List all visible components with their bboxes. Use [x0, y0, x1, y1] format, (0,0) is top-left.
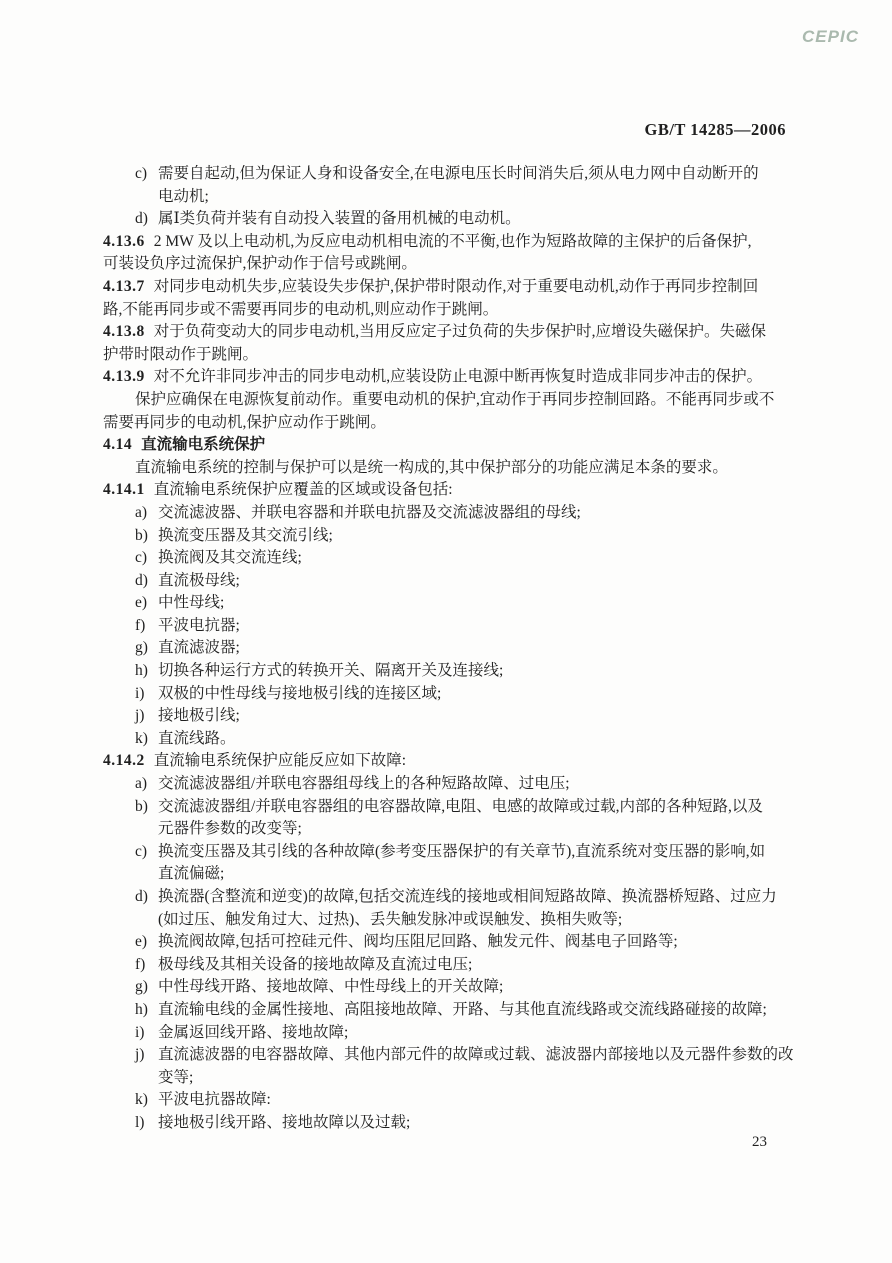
line-text: 换流器(含整流和逆变)的故障,包括交流连线的接地或相间短路故障、换流器桥短路、过应力 [158, 888, 777, 905]
text-line [0, 253, 892, 276]
line-text: 换流阀及其交流连线; [158, 549, 302, 567]
list-letter: h) [135, 662, 148, 680]
list-item-line [0, 1044, 892, 1067]
list-letter: j) [135, 1046, 145, 1064]
list-letter: a) [135, 775, 148, 793]
list-item-line [0, 886, 892, 909]
list-letter: e) [135, 594, 148, 612]
list-item-line [0, 163, 892, 186]
list-letter: i) [135, 1023, 145, 1041]
line-text: 交流滤波器、并联电容器和并联电抗器及交流滤波器组的母线; [158, 503, 581, 521]
line-text: 直流输电系统保护应能反应如下故障: [153, 752, 407, 770]
clause-number: 4.13.7 [103, 277, 145, 295]
text-line [0, 1067, 892, 1090]
list-letter: g) [135, 978, 148, 996]
text-line [0, 186, 892, 209]
clause-number: 4.13.6 [103, 232, 145, 250]
list-item-line [0, 1112, 892, 1135]
list-item-line [0, 976, 892, 999]
line-text: 换流变压器及其交流引线; [158, 526, 333, 544]
clause-line [0, 366, 892, 389]
page-number: 23 [752, 1134, 767, 1150]
list-letter: b) [135, 526, 148, 544]
clause-number: 4.14.1 [103, 481, 145, 499]
line-text: 保护应确保在电源恢复前动作。重要电动机的保护,宜动作于再同步控制回路。不能再同步或不 [135, 390, 775, 408]
text-line [0, 299, 892, 322]
list-letter: f) [135, 955, 146, 973]
list-item-line [0, 796, 892, 819]
list-item-line [0, 525, 892, 548]
text-line [0, 344, 892, 367]
line-text: 中性母线; [158, 594, 225, 612]
clause-number: 4.14 [103, 436, 133, 454]
list-item-line [0, 773, 892, 796]
line-text: 直流输电系统的控制与保护可以是统一构成的,其中保护部分的功能应满足本条的要求。 [135, 458, 728, 476]
line-text: 对不允许非同步冲击的同步电动机,应装设防止电源中断再恢复时造成非同步冲击的保护。 [153, 368, 763, 386]
line-text: 对同步电动机失步,应装设失步保护,保护带时限动作,对于重要电动机,动作于再同步控制回 [153, 277, 759, 295]
line-text: 换流阀故障,包括可控硅元件、阀均压阻尼回路、触发元件、阀基电子回路等; [158, 933, 678, 951]
list-item-line [0, 999, 892, 1022]
list-item-line [0, 615, 892, 638]
list-letter: f) [135, 616, 146, 634]
line-text: 元器件参数的改变等; [158, 820, 302, 838]
clause-line [0, 750, 892, 773]
standard-number: GB/T 14285—2006 [644, 120, 786, 139]
line-text: 属Ⅰ类负荷并装有自动投入装置的备用机械的电动机。 [158, 210, 521, 228]
clause-number: 4.13.9 [103, 368, 145, 386]
clause-line [0, 231, 892, 254]
list-letter: d) [135, 210, 148, 228]
clause-line [0, 434, 892, 457]
line-text: 平波电抗器; [158, 616, 240, 634]
list-item-line [0, 931, 892, 954]
line-text: 交流滤波器组/并联电容器组母线上的各种短路故障、过电压; [158, 775, 570, 793]
content [0, 163, 892, 1135]
list-letter: d) [135, 888, 148, 905]
line-text: 直流输电线的金属性接地、高阻接地故障、开路、与其他直流线路或交流线路碰接的故障; [158, 1000, 767, 1018]
list-letter: i) [135, 684, 145, 702]
line-text: 接地极引线开路、接地故障以及过载; [158, 1113, 411, 1131]
clause-number: 4.14.2 [103, 752, 145, 770]
line-text: (如过压、触发角过大、过热)、丢失触发脉冲或误触发、换相失败等; [158, 910, 623, 928]
line-text: 护带时限动作于跳闸。 [103, 345, 259, 363]
line-text: 2 MW 及以上电动机,为反应电动机相电流的不平衡,也作为短路故障的主保护的后备保护, [153, 232, 752, 250]
clause-line [0, 479, 892, 502]
line-text: 直流滤波器; [158, 639, 240, 657]
list-letter: j) [135, 707, 145, 725]
line-text: 直流偏磁; [158, 865, 225, 883]
list-item-line [0, 954, 892, 977]
line-text: 需要再同步的电动机,保护应动作于跳闸。 [103, 413, 386, 431]
line-text: 直流线路。 [158, 729, 236, 747]
list-item-line [0, 592, 892, 615]
line-text: 极母线及其相关设备的接地故障及直流过电压; [158, 955, 473, 973]
list-item-line [0, 502, 892, 525]
list-item-line [0, 728, 892, 751]
list-letter: d) [135, 571, 148, 589]
list-item-line [0, 637, 892, 660]
list-letter: c) [135, 165, 148, 182]
list-letter: h) [135, 1000, 148, 1018]
text-line [0, 863, 892, 886]
line-text: 需要自起动,但为保证人身和设备安全,在电源电压长时间消失后,须从电力网中自动断开的 [158, 165, 759, 182]
line-text: 可装设负序过流保护,保护动作于信号或跳闸。 [103, 255, 417, 273]
line-text: 对于负荷变动大的同步电动机,当用反应定子过负荷的失步保护时,应增设失磁保护。失磁保 [153, 323, 767, 341]
list-item-line [0, 570, 892, 593]
text-line [0, 412, 892, 435]
line-text: 变等; [158, 1068, 194, 1086]
clause-number: 4.13.8 [103, 323, 145, 341]
line-text: 切换各种运行方式的转换开关、隔离开关及连接线; [158, 662, 504, 680]
list-letter: a) [135, 503, 148, 521]
line-text: 直流滤波器的电容器故障、其他内部元件的故障或过载、滤波器内部接地以及元器件参数的改 [158, 1046, 794, 1064]
list-letter: k) [135, 729, 148, 747]
list-item-line [0, 1089, 892, 1112]
list-item-line [0, 660, 892, 683]
text-line [0, 389, 892, 412]
list-letter: e) [135, 933, 148, 951]
line-text: 路,不能再同步或不需要再同步的电动机,则应动作于跳闸。 [103, 300, 499, 318]
list-item-line [0, 208, 892, 231]
text-line [0, 457, 892, 480]
list-letter: k) [135, 1091, 148, 1109]
line-text: 中性母线开路、接地故障、中性母线上的开关故障; [158, 978, 504, 996]
clause-line [0, 321, 892, 344]
list-item-line [0, 1022, 892, 1045]
list-letter: g) [135, 639, 148, 657]
list-letter: c) [135, 549, 148, 567]
cepic-logo: CEPIC [802, 27, 859, 46]
list-item-line [0, 547, 892, 570]
list-letter: b) [135, 797, 148, 815]
line-text: 交流滤波器组/并联电容器组的电容器故障,电阻、电感的故障或过载,内部的各种短路,以及 [158, 797, 763, 815]
line-text: 直流输电系统保护 [141, 436, 266, 454]
line-text: 平波电抗器故障: [158, 1091, 271, 1109]
line-text: 电动机; [158, 187, 209, 205]
list-letter: c) [135, 842, 148, 860]
list-letter: l) [135, 1113, 145, 1131]
list-item-line [0, 841, 892, 864]
clause-line [0, 276, 892, 299]
text-line [0, 909, 892, 932]
line-text: 直流输电系统保护应覆盖的区域或设备包括: [153, 481, 453, 499]
text-line [0, 818, 892, 841]
line-text: 双极的中性母线与接地极引线的连接区域; [158, 684, 442, 702]
line-text: 换流变压器及其引线的各种故障(参考变压器保护的有关章节),直流系统对变压器的影响,如 [158, 842, 766, 860]
line-text: 接地极引线; [158, 707, 240, 725]
line-text: 直流极母线; [158, 571, 240, 589]
line-text: 金属返回线开路、接地故障; [158, 1023, 349, 1041]
list-item-line [0, 705, 892, 728]
list-item-line [0, 683, 892, 706]
